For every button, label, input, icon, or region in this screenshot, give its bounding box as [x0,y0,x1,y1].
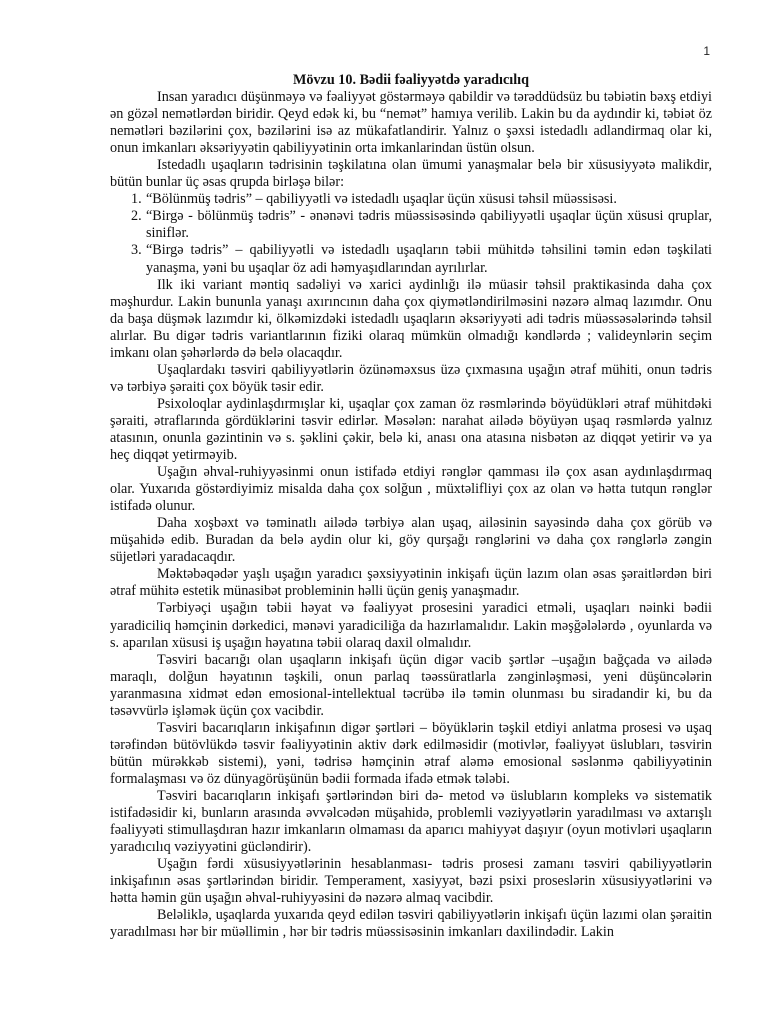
paragraph: Uşağın fərdi xüsusiyyətlərinin hesablanması- tədris prosesi zamanı təsviri qabiliyyətlərin inkişafının əsas şərtlərindən biridir. Temperament, xasiyyət, bəzi psixi proseslərin xüsusiyyətlərini və hətta həmin gün uşağın əhval-ruhiyyəsini də nəzərə almaq vacibdir. [110,856,712,907]
list-item-text: “Birgə - bölünmüş tədris” - ənənəvi tədris müəssisəsində qabiliyyətli uşaqlar üçün xüsusi qruplar, siniflər. [146,208,712,242]
list-item [110,208,712,242]
paragraph: Insan yaradıcı düşünməyə və fəaliyyət göstərməyə qabildir və tərəddüdsüz bu təbiətin bəxş etdiyi ən gözəl nemətlərdən biridir. Qeyd edək ki, bu “nemət” hamıya verilib. Lakin bu da aydındir ki, təbiət öz nemətləri bəzilərini çox, bəzilərini isə az mükafatlandirir. Yalnız o şəxsi istedadlı adlandirmaq olar ki, onun imkanları əksəriyyətin qabiliyyətinin orta imkanlarindan üstün olsun. [110,89,712,157]
paragraph: Təsviri bacarıqların inkişafı şərtlərindən biri də- metod və üslubların kompleks və sistematik istifadəsidir ki, bunların arasında əvvəlcədən müşahidə, problemli vəziyyətlərin yaradılması və axtarışlı fəaliyyəti stimullaşdıran hazır imkanların olmaması da aparıcı mahiyyət daşıyır (oyun motivləri uşaqların yaradıcılıq vəziyyətini gücləndirir). [110,787,712,856]
paragraph: Beləliklə, uşaqlarda yuxarıda qeyd edilən təsviri qabiliyyətlərin inkişafı üçün lazımi olan şəraitin yaradılması hər bir müəllimin , hər bir tədris müəssisəsinin imkanları daxilindədir. Lakin [110,907,712,941]
paragraph: Tərbiyəçi uşağın təbii həyat və fəaliyyət prosesini yaradici etməli, uşaqları nəinki bədii yaradiciliq həmçinin dərkedici, mənəvi yaradiciliğa da hazırlamalıdır. Lakin məşğələlərdə , oyunlarda və s. aparılan xüsusi iş uşağın həyatına təbii olaraq daxil olmalıdır. [110,600,712,651]
list-item-number: 2. [131,208,142,225]
document-body [110,72,712,941]
numbered-list [110,191,712,276]
paragraph: Ilk iki variant məntiq sadəliyi və xarici aydinlığı ilə müasir təhsil praktikasinda daha çox məşhurdur. Lakin bununla yanaşı axırıncının daha çox qiymətləndirilməsini nəzərə almaq lazımdır. Onu da başa düşmək lazımdır ki, ölkəmizdəki istedadlı uşaqların əksəriyyəti adi tədris müəssəsələrində təhsil alırlar. Bu digər tədris variantlarının fiziki olaraq mümkün olmadığı kəndlərdə ; valideynlərin seçim imkanı olan şəhərlərdə də belə olacaqdır. [110,276,712,361]
paragraph: Uşağın əhval-ruhiyyəsinmi onun istifadə etdiyi rənglər qamması ilə çox asan aydınlaşdırmaq olar. Yuxarıda göstərdiyimiz misalda daha çox solğun , müxtəlifliyi çox az olan və hətta tutqun rənglər istifadə olunur. [110,464,712,515]
paragraph: Istedadlı uşaqların tədrisinin təşkilatına olan ümumi yanaşmalar belə bir xüsusiyyətə malikdir, bütün bunlar üç əsas qrupda birləşə bilər: [110,157,712,191]
paragraph: Təsviri bacarığı olan uşaqların inkişafı üçün digər vacib şərtlər –uşağın bağçada və ailədə maraqlı, dolğun həyatının təşkili, onun parlaq təəssüratlarla zənginləşməsi, yeni düşüncələrin yaranmasına xidmət edən emosional-intellektual təcrübə ilə təmin olunması bu siradandir ki, bu da təsəvvürlə işləmək üçün çox vacibdir. [110,651,712,719]
document-title: Mövzu 10. Bədii fəaliyyətdə yaradıcılıq [292,72,530,88]
paragraph: Psixoloqlar aydinlaşdırmışlar ki, uşaqlar çox zaman öz rəsmlərində böyüdükləri ətraf mühitdəki şəraiti, ətraflarında gördüklərini təsvir edirlər. Məsələn: narahat ailədə böyüyən uşaq rəsmlərdə yalnız atasının, onunla gəzintinin və s. şəklini çəkir, belə ki, anası ona atasına nisbətən az diqqət yetirir və ya heç diqqət yetirməyib. [110,395,712,464]
page-number: 1 [703,44,710,58]
paragraph: Daha xoşbəxt və təminatlı ailədə tərbiyə alan uşaq, ailəsinin sayəsində daha çox görüb və müşahidə edib. Buradan da belə aydin olur ki, göy qurşağı rənglərini və daha çox rənglərlə zəngin süjetləri yaradacaqdır. [110,515,712,566]
paragraph: Uşaqlardakı təsviri qabiliyyətlərin özünəməxsus üzə çıxmasına uşağın ətraf mühiti, onun tədris və tərbiyə şəraiti çox böyük təsir edir. [110,361,712,395]
list-item [110,242,712,276]
list-item [110,191,712,208]
list-item-number: 1. [131,191,142,208]
list-item-text: “Birgə tədris” – qabiliyyətli və istedadlı uşaqların təbii mühitdə təhsilini təmin edən təşkilati yanaşma, yəni bu uşaqlar öz adi həmyaşıdlarından ayrılırlar. [146,242,712,276]
list-item-text: “Bölünmüş tədris” – qabiliyyətli və istedadlı uşaqlar üçün xüsusi təhsil müəssisəsi. [146,191,617,208]
paragraph: Təsviri bacarıqların inkişafının digər şərtləri – böyüklərin təşkil etdiyi anlatma prosesi və uşaq tərəfindən bütövlükdə təsvir fəaliyyətinin aktiv dərk edilməsidir (motivlər, fəaliyyət üslubları, təsvirin bütün mürəkkəb sistemi), yəni, tədrisə həmçinin ətraf aləmə emosional səslənmə qabiliyyətinin formalaşması və öz dünyagörüşünün bədii formada ifadə etmək tələbi. [110,719,712,787]
paragraph: Məktəbəqədər yaşlı uşağın yaradıcı şəxsiyyətinin inkişafı üçün lazım olan əsas şəraitlərdən biri ətraf mühitə estetik münasibət probleminin həlli üçün geniş yanaşmadır. [110,566,712,600]
list-item-number: 3. [131,242,142,259]
